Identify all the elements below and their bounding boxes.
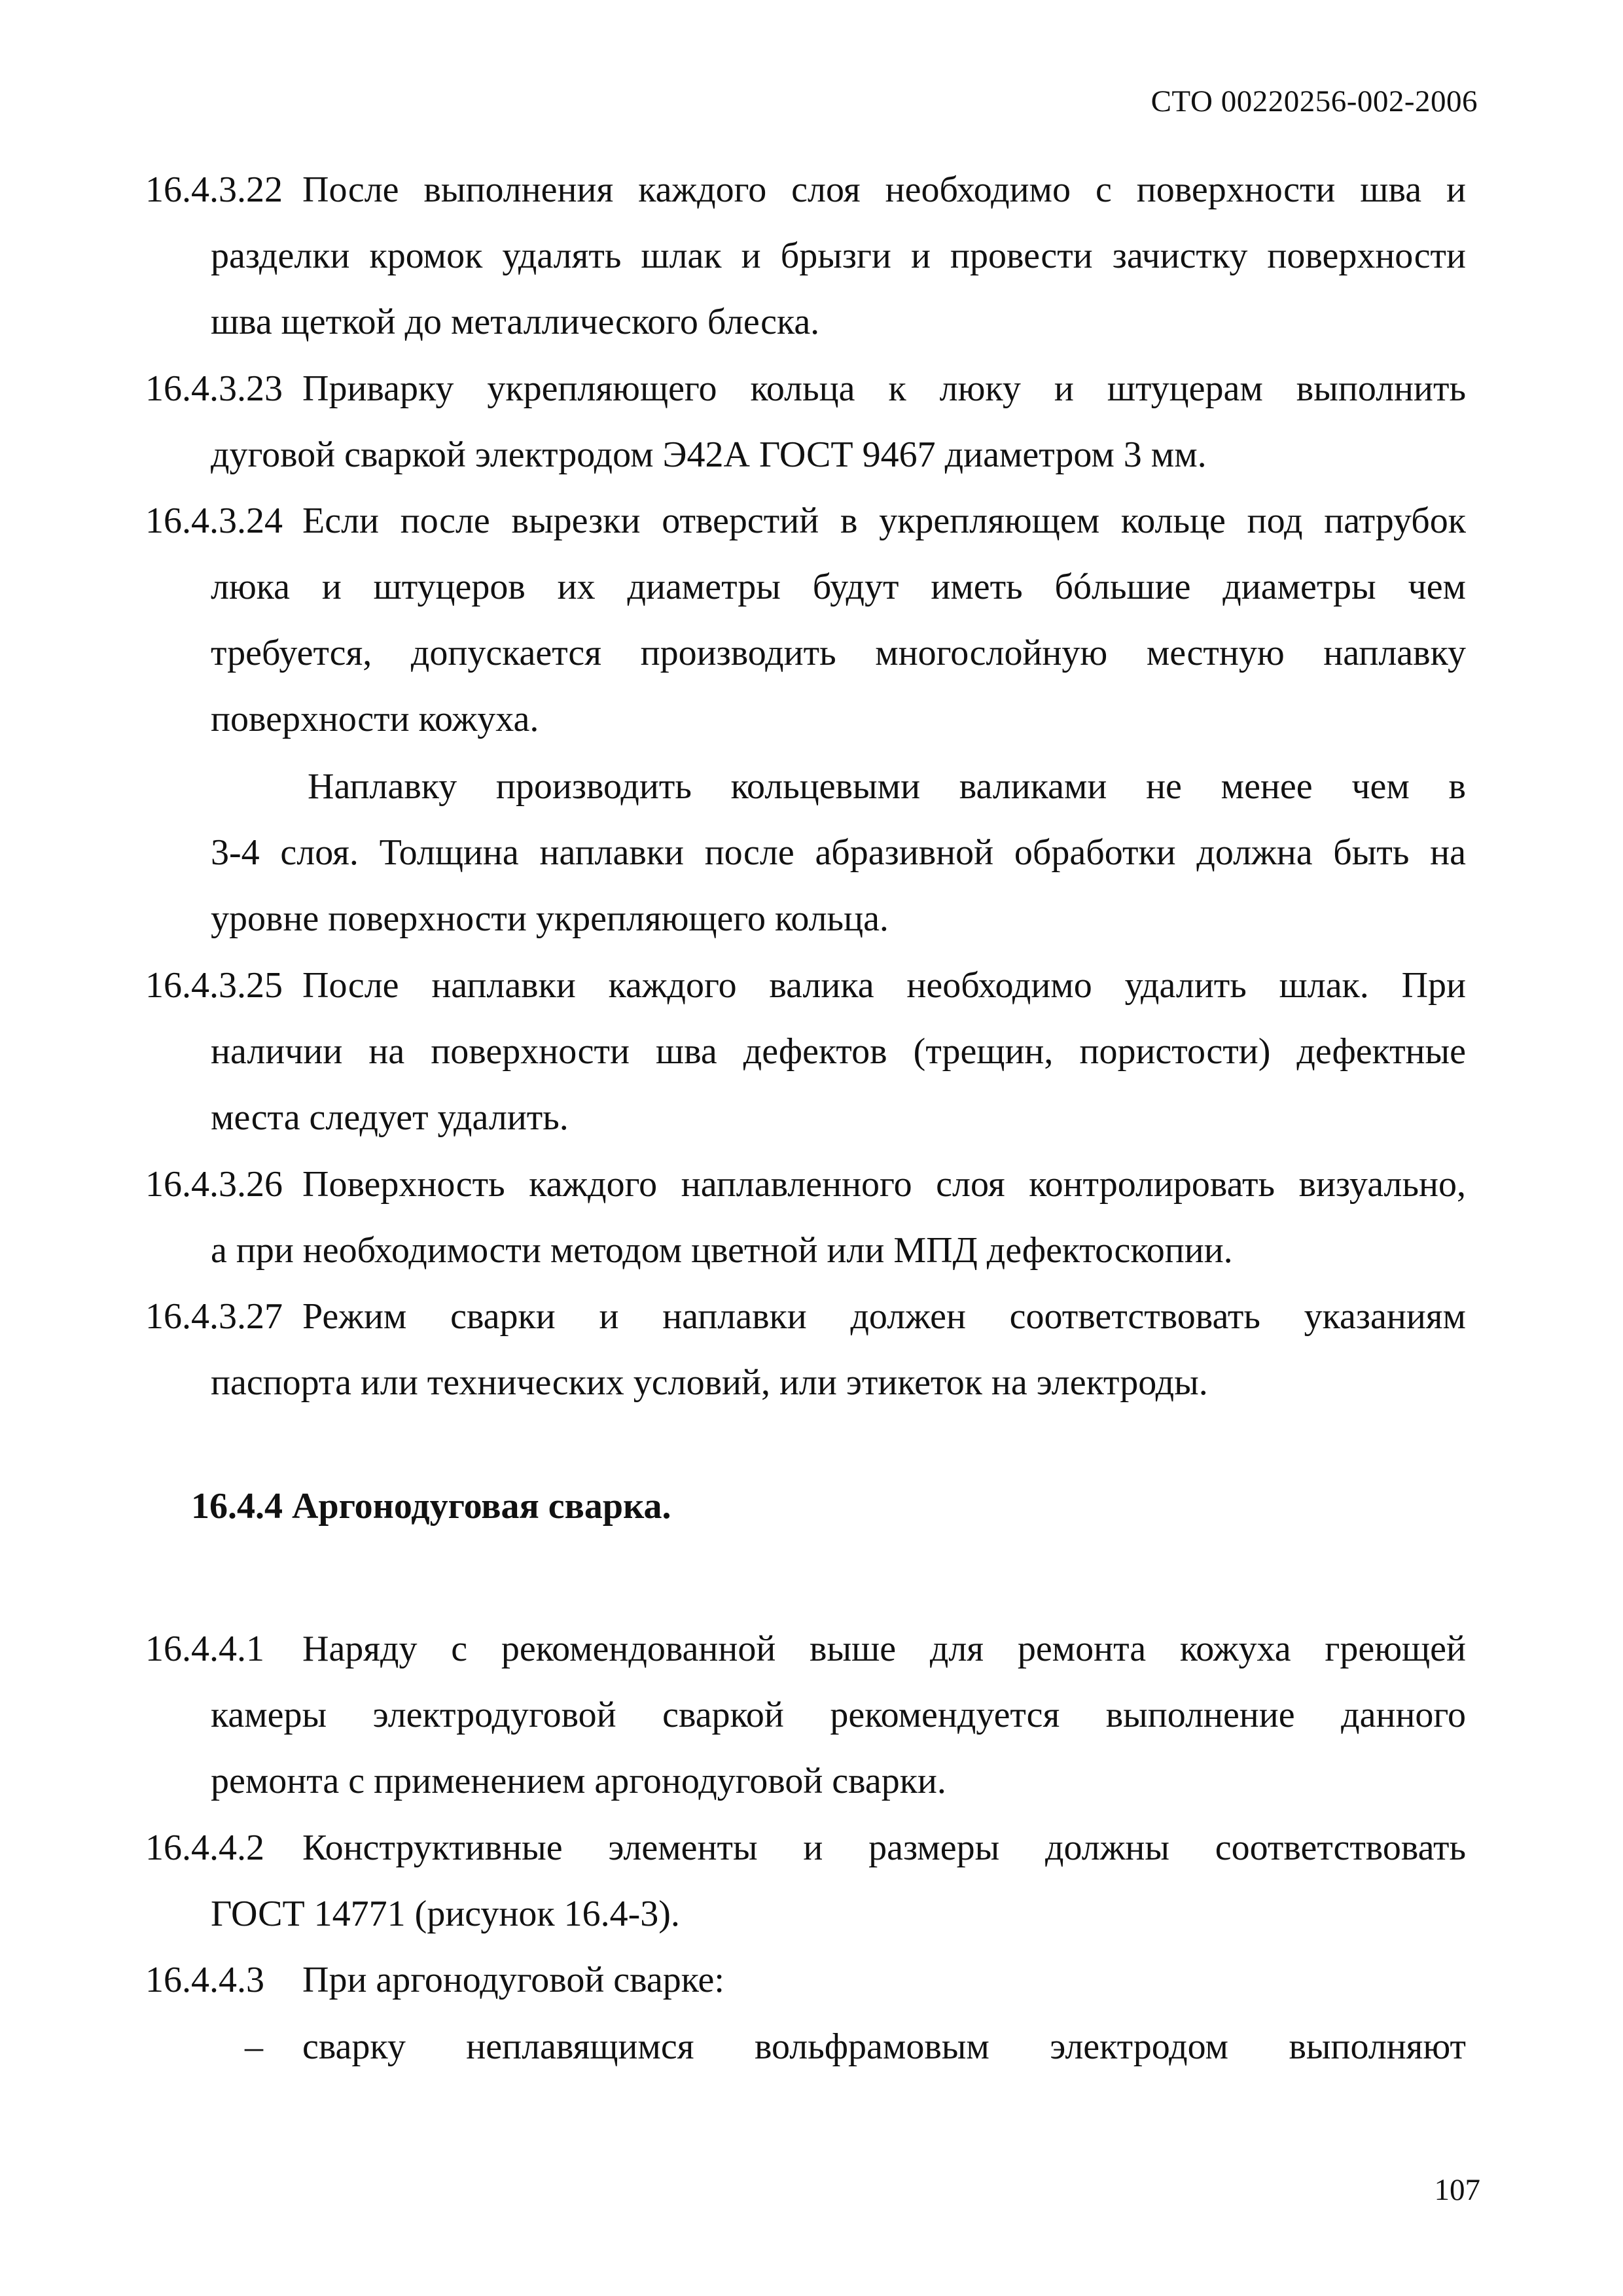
clause-number: 16.4.3.24 [145,501,283,541]
section-title: 16.4.4 Аргонодуговая сварка. [191,1486,671,1527]
paragraph-16-4-3-22 [145,157,1466,355]
paragraph-line: камеры электродуговой сваркой рекомендуется выполнение данного [211,1695,1466,1735]
document-code: СТО 00220256-002-2006 [1150,84,1478,118]
paragraph-16-4-4-3 [145,1947,1466,2013]
list-item [211,2014,1466,2080]
paragraph-line: уровне поверхности укрепляющего кольца. [211,898,889,939]
paragraph-first-line: 16.4.3.24 Если после вырезки отверстий в укрепляющем кольце под патрубок [145,488,1466,554]
paragraph-naplavka [211,754,1466,952]
paragraph-line: поверхности кожуха. [211,699,539,739]
paragraph-line: паспорта или технических условий, или этикеток на электроды. [211,1362,1208,1403]
clause-number: 16.4.3.26 [145,1164,283,1205]
paragraph-line: наличии на поверхности шва дефектов (трещин, пористости) дефектные [211,1031,1466,1072]
paragraph-line: разделки кромок удалять шлак и брызги и провести зачистку поверхности [211,236,1466,276]
paragraph-line: шва щеткой до металлического блеска. [211,302,820,342]
paragraph-first-line: 16.4.3.26 Поверхность каждого наплавленного слоя контролировать визуально, [145,1152,1466,1218]
paragraph-16-4-3-26 [145,1152,1466,1284]
paragraph-16-4-3-25 [145,953,1466,1151]
paragraph-line: ГОСТ 14771 (рисунок 16.4-3). [211,1894,680,1934]
dash-bullet: – [245,2026,263,2067]
paragraph-line: а при необходимости методом цветной или МПД дефектоскопии. [211,1230,1233,1271]
paragraph-line: места следует удалить. [211,1097,569,1138]
paragraph-16-4-3-27 [145,1284,1466,1416]
paragraph-first-line: 16.4.4.3 При аргонодуговой сварке: [145,1947,1466,2013]
clause-number: 16.4.4.1 [145,1629,264,1669]
list-item-text: сварку неплавящимся вольфрамовым электродом выполняют [302,2026,1466,2067]
paragraph-16-4-3-24 [145,488,1466,752]
paragraph-first-line: 16.4.4.1 Наряду с рекомендованной выше для ремонта кожуха греющей [145,1616,1466,1682]
paragraph-line: 3-4 слоя. Толщина наплавки после абразивной обработки должна быть на [211,832,1466,873]
paragraph-16-4-4-2 [145,1815,1466,1947]
paragraph-16-4-3-23 [145,356,1466,488]
paragraph-line: требуется, допускается производить многослойную местную наплавку [211,633,1466,673]
clause-number: 16.4.3.27 [145,1296,283,1337]
paragraph-line: дуговой сваркой электродом Э42А ГОСТ 9467 диаметром 3 мм. [211,434,1207,475]
paragraph-first-line: 16.4.3.27 Режим сварки и наплавки должен соответствовать указаниям [145,1284,1466,1350]
clause-number: 16.4.3.23 [145,368,283,409]
clause-number: 16.4.3.22 [145,169,283,210]
paragraph-first-line: 16.4.3.22 После выполнения каждого слоя необходимо с поверхности шва и [145,157,1466,223]
paragraph-first-line: 16.4.3.23 Приварку укрепляющего кольца к люку и штуцерам выполнить [145,356,1466,422]
paragraph-16-4-4-1 [145,1616,1466,1814]
clause-number: 16.4.4.2 [145,1828,264,1868]
paragraph-first-line: 16.4.3.25 После наплавки каждого валика необходимо удалить шлак. При [145,953,1466,1019]
paragraph-line: люка и штуцеров их диаметры будут иметь бóльшие диаметры чем [211,567,1466,607]
paragraph-first-line: 16.4.4.2 Конструктивные элементы и размеры должны соответствовать [145,1815,1466,1881]
paragraph-first-line: Наплавку производить кольцевыми валиками не менее чем в [308,766,1466,807]
page-number: 107 [1434,2173,1480,2207]
clause-number: 16.4.4.3 [145,1960,264,2000]
clause-number: 16.4.3.25 [145,965,283,1006]
paragraph-line: ремонта с применением аргонодуговой сварки. [211,1761,946,1801]
